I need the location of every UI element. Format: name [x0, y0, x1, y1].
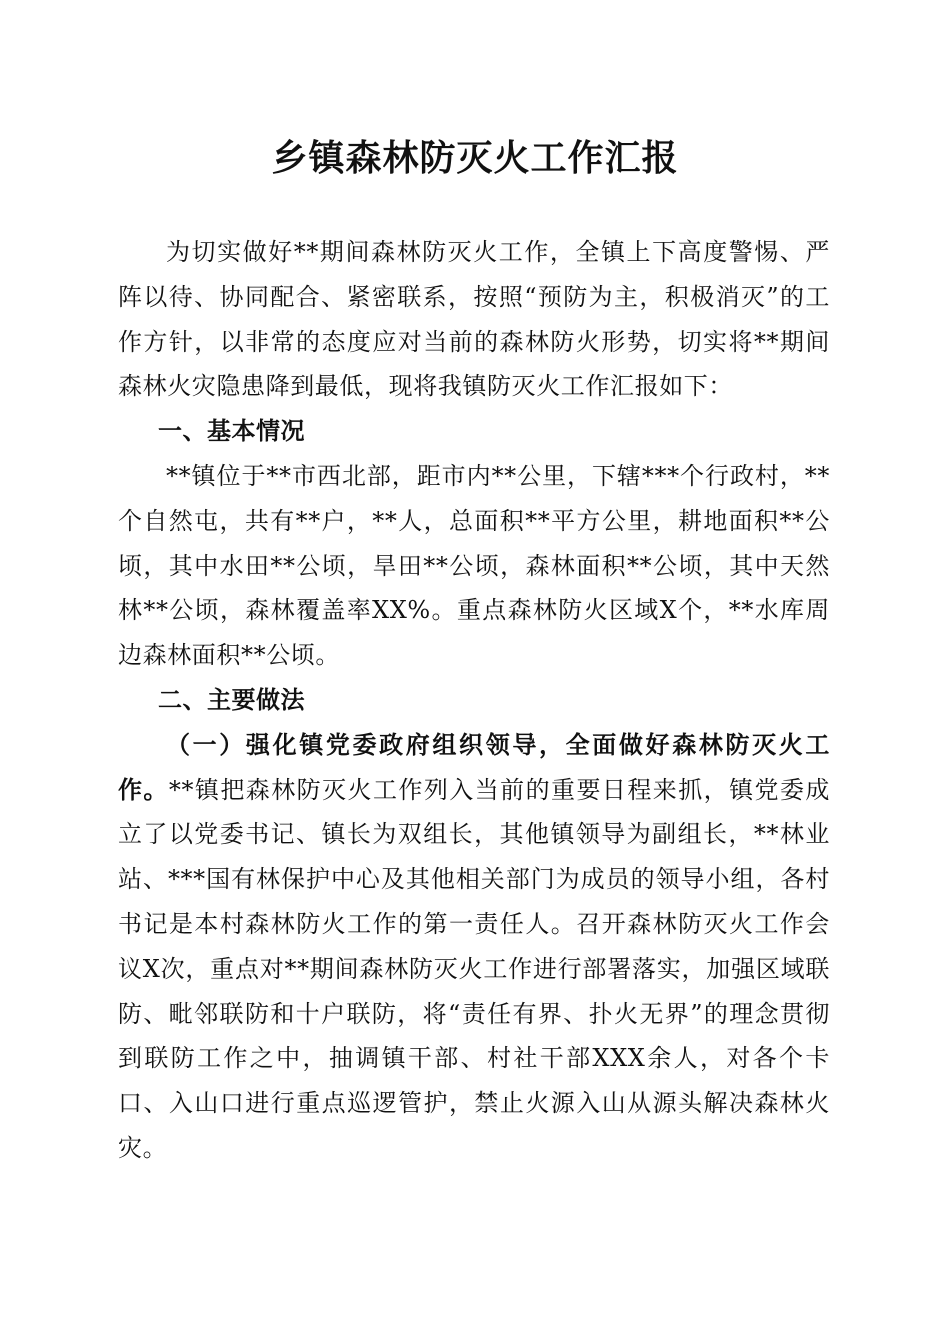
main-practices-paragraph — [118, 723, 830, 1171]
section-heading-basic-situation: 一、基本情况 — [158, 417, 305, 446]
document-body — [118, 230, 830, 1171]
section-heading-main-practices: 二、主要做法 — [158, 685, 305, 714]
subsection-text: **镇把森林防灭火工作列入当前的重要日程来抓，镇党委成立了以党委书记、镇长为双组长，其他镇领导为副组长，**林业站、***国有林保护中心及其他相关部门为成员的领导小组，各村书记是本村森林防火工作的第一责任人。召开森林防灭火工作会议X次，重点对**期间森林防灭火工作进行部署落实，加强区域联防、毗邻联防和十户联防，将“责任有界、扑火无界”的理念贯彻到联防工作之中，抽调镇干部、村社干部XXX余人，对各个卡口、入山口进行重点巡逻管护，禁止火源入山从源头解决森林火灾。 — [118, 775, 830, 1162]
intro-paragraph: 为切实做好**期间森林防灭火工作，全镇上下高度警惕、严阵以待、协同配合、紧密联系，按照“预防为主，积极消灭”的工作方针，以非常的态度应对当前的森林防火形势，切实将**期间森林火灾隐患降到最低，现将我镇防灭火工作汇报如下： — [118, 238, 830, 401]
subsection-title: （一）强化镇党委政府组织领导，全面做好森林防灭火工作。 — [118, 729, 830, 804]
document-title: 乡镇森林防灭火工作汇报 — [271, 137, 679, 179]
basic-situation-paragraph: **镇位于**市西北部，距市内**公里，下辖***个行政村，**个自然屯，共有**户，**人，总面积**平方公里，耕地面积**公顷，其中水田**公顷，旱田**公顷，森林面积**公顷，其中天然林**公顷，森林覆盖率XX%。重点森林防火区域X个，**水库周边森林面积**公顷。 — [118, 461, 830, 670]
